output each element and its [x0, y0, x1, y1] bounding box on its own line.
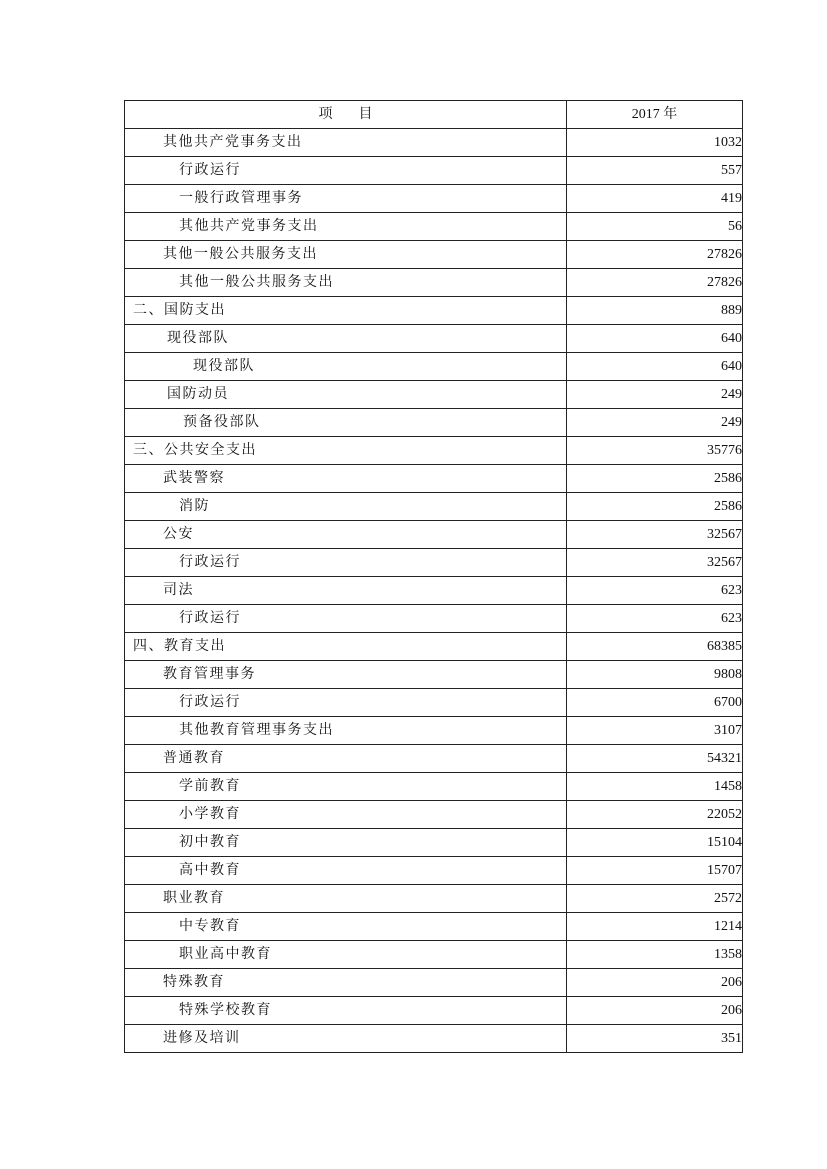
row-item-label: 其他一般公共服务支出	[125, 241, 567, 269]
table-row	[125, 745, 743, 773]
row-item-label: 公安	[125, 521, 567, 549]
table-row	[125, 577, 743, 605]
table-header-row	[125, 101, 743, 129]
row-item-label: 职业教育	[125, 885, 567, 913]
row-value-2017: 22052	[567, 801, 743, 829]
row-value-2017: 15104	[567, 829, 743, 857]
row-value-2017: 35776	[567, 437, 743, 465]
table-row	[125, 493, 743, 521]
row-item-label: 初中教育	[125, 829, 567, 857]
row-value-2017: 2586	[567, 493, 743, 521]
row-item-label: 特殊教育	[125, 969, 567, 997]
row-value-2017: 1358	[567, 941, 743, 969]
row-value-2017: 351	[567, 1025, 743, 1053]
row-value-2017: 3107	[567, 717, 743, 745]
row-value-2017: 1032	[567, 129, 743, 157]
table-row	[125, 885, 743, 913]
row-value-2017: 206	[567, 997, 743, 1025]
row-value-2017: 2572	[567, 885, 743, 913]
row-item-label: 预备役部队	[125, 409, 567, 437]
table-row	[125, 437, 743, 465]
row-value-2017: 249	[567, 409, 743, 437]
row-item-label: 普通教育	[125, 745, 567, 773]
item-column-header	[125, 101, 567, 129]
table-row	[125, 689, 743, 717]
row-value-2017: 623	[567, 605, 743, 633]
row-value-2017: 206	[567, 969, 743, 997]
table-row	[125, 409, 743, 437]
row-value-2017: 889	[567, 297, 743, 325]
table-row	[125, 717, 743, 745]
year-column-header: 2017 年	[567, 101, 743, 129]
row-item-label: 其他共产党事务支出	[125, 129, 567, 157]
table-row	[125, 465, 743, 493]
table-row	[125, 381, 743, 409]
row-item-label: 一般行政管理事务	[125, 185, 567, 213]
table-row	[125, 269, 743, 297]
table-row	[125, 913, 743, 941]
row-value-2017: 2586	[567, 465, 743, 493]
row-value-2017: 419	[567, 185, 743, 213]
table-row	[125, 633, 743, 661]
table-row	[125, 969, 743, 997]
table-row	[125, 213, 743, 241]
table-body	[125, 129, 743, 1053]
table-row	[125, 353, 743, 381]
row-value-2017: 640	[567, 353, 743, 381]
row-value-2017: 640	[567, 325, 743, 353]
row-item-label: 特殊学校教育	[125, 997, 567, 1025]
row-item-label: 行政运行	[125, 157, 567, 185]
table-row	[125, 801, 743, 829]
row-value-2017: 54321	[567, 745, 743, 773]
item-header-char-2: 目	[358, 106, 373, 122]
row-item-label: 现役部队	[125, 325, 567, 353]
table-row	[125, 549, 743, 577]
row-value-2017: 623	[567, 577, 743, 605]
row-value-2017: 27826	[567, 241, 743, 269]
table-row	[125, 773, 743, 801]
row-value-2017: 27826	[567, 269, 743, 297]
row-item-label: 进修及培训	[125, 1025, 567, 1053]
row-item-label: 司法	[125, 577, 567, 605]
table-row	[125, 605, 743, 633]
row-item-label: 职业高中教育	[125, 941, 567, 969]
row-item-label: 教育管理事务	[125, 661, 567, 689]
row-value-2017: 557	[567, 157, 743, 185]
table-row	[125, 185, 743, 213]
row-item-label: 行政运行	[125, 549, 567, 577]
row-item-label: 学前教育	[125, 773, 567, 801]
row-item-label: 高中教育	[125, 857, 567, 885]
item-header-char-1: 项	[318, 106, 333, 122]
row-item-label: 行政运行	[125, 689, 567, 717]
row-item-label: 行政运行	[125, 605, 567, 633]
row-item-label: 四、教育支出	[125, 633, 567, 661]
table-row	[125, 157, 743, 185]
table-row	[125, 1025, 743, 1053]
row-value-2017: 1214	[567, 913, 743, 941]
row-value-2017: 15707	[567, 857, 743, 885]
budget-table	[124, 100, 743, 1053]
row-item-label: 消防	[125, 493, 567, 521]
table-row	[125, 661, 743, 689]
row-item-label: 现役部队	[125, 353, 567, 381]
row-item-label: 二、国防支出	[125, 297, 567, 325]
table-row	[125, 241, 743, 269]
row-value-2017: 32567	[567, 521, 743, 549]
row-item-label: 其他教育管理事务支出	[125, 717, 567, 745]
row-item-label: 国防动员	[125, 381, 567, 409]
row-item-label: 三、公共安全支出	[125, 437, 567, 465]
row-item-label: 其他一般公共服务支出	[125, 269, 567, 297]
table-row	[125, 297, 743, 325]
table-row	[125, 857, 743, 885]
row-value-2017: 56	[567, 213, 743, 241]
row-value-2017: 6700	[567, 689, 743, 717]
table-row	[125, 941, 743, 969]
row-value-2017: 249	[567, 381, 743, 409]
row-value-2017: 68385	[567, 633, 743, 661]
row-item-label: 其他共产党事务支出	[125, 213, 567, 241]
row-item-label: 中专教育	[125, 913, 567, 941]
row-item-label: 小学教育	[125, 801, 567, 829]
row-value-2017: 32567	[567, 549, 743, 577]
table-row	[125, 997, 743, 1025]
table-row	[125, 325, 743, 353]
table-row	[125, 829, 743, 857]
row-value-2017: 9808	[567, 661, 743, 689]
table-row	[125, 129, 743, 157]
table-row	[125, 521, 743, 549]
row-item-label: 武装警察	[125, 465, 567, 493]
row-value-2017: 1458	[567, 773, 743, 801]
